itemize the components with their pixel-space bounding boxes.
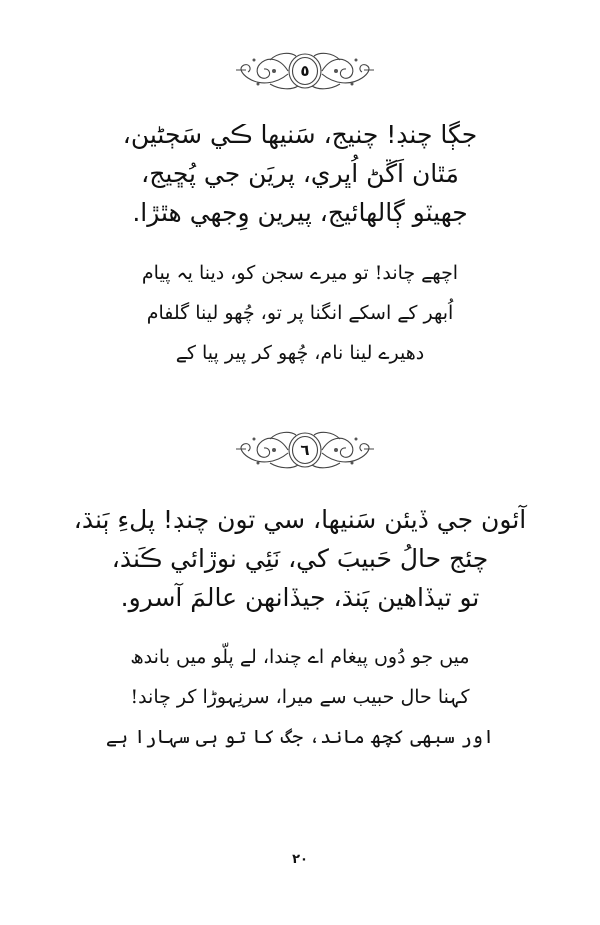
- sindhi-line: مَٿان اَڱڻ اُڀري، پريَن جي پُڇيج،: [141, 159, 459, 188]
- verse-5-sindhi: [0, 115, 600, 232]
- sindhi-line: آئون جي ڏيئن سَنيها، سي تون چنڊ! پلءِ ٻَنڌ،: [73, 505, 527, 534]
- verse-5-urdu: [0, 253, 600, 373]
- urdu-line: اچھے چاند! تو میرے سجن کو، دینا یہ پیام: [141, 262, 459, 284]
- verse-ornament-6: [230, 427, 380, 473]
- verse-6-sindhi: [0, 500, 600, 617]
- verse-number: ٦: [300, 441, 310, 459]
- sindhi-line: تو تيڏاهين پَنڌ، جيڏانهن عالمَ آسرو.: [120, 583, 480, 612]
- sindhi-line: جهيٽو ڳالهائيج، پيرين وِجهي هٿڙا.: [132, 198, 468, 227]
- page-number: ۲۰: [292, 852, 308, 867]
- urdu-line: دھیرے لینا نام، چُھو کر پیر پیا کے: [175, 342, 425, 364]
- sindhi-line: جڳا چنڊ! چنيج، سَنيها ڪي سَڄڻين،: [122, 120, 478, 149]
- urdu-line: اور سبھی کچھ ماند، جگ کا تو ہی سہارا ہے: [105, 726, 495, 748]
- sindhi-line: چئج حالُ حَبيبَ کي، نَئِي نوڙائي ڪَنڌ،: [111, 544, 489, 573]
- verse-ornament-5: [230, 48, 380, 94]
- urdu-line: کہنا حال حبیب سے میرا، سرنِہوڑا کر چاند!: [130, 686, 470, 708]
- verse-number: ٥: [300, 62, 310, 80]
- urdu-line: اُبھر کے اسکے انگنا پر تو، چُھو لینا گلفام: [146, 302, 454, 324]
- urdu-line: میں جو دُوں پیغام اے چندا، لے پلّو میں باندھ: [130, 646, 470, 668]
- verse-6-urdu: [0, 637, 600, 757]
